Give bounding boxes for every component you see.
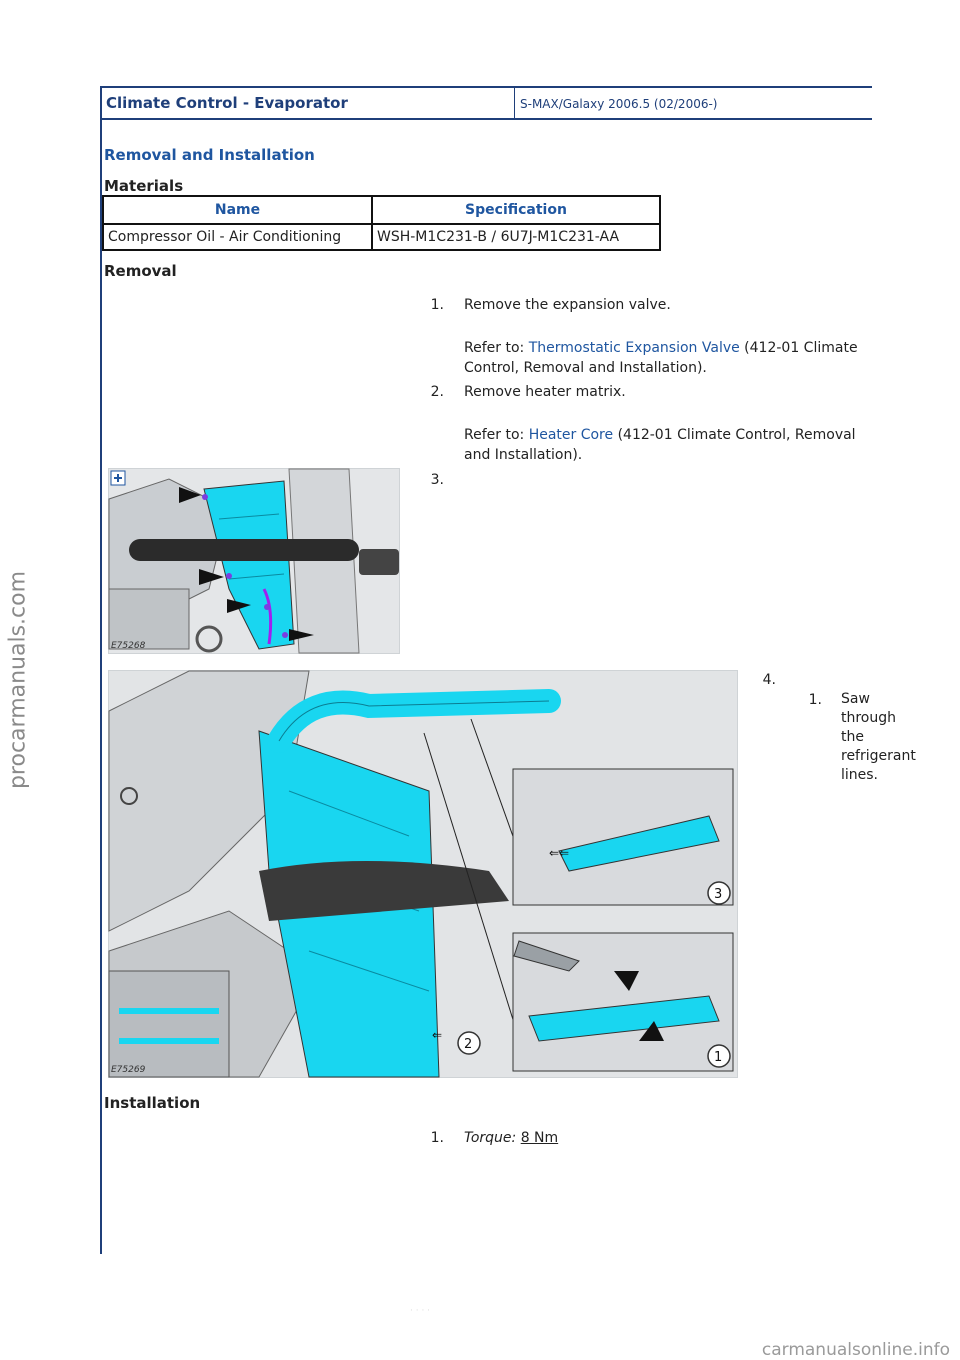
footer-watermark-text: carmanualsonline.info <box>761 1340 950 1360</box>
page-title: Climate Control - Evaporator <box>106 94 348 112</box>
step-text: Remove heater matrix. <box>464 384 626 400</box>
step-number: 4. <box>762 672 776 688</box>
side-watermark <box>0 560 40 800</box>
page-header <box>100 86 872 120</box>
step-number: 1. <box>430 297 444 313</box>
substep-line: the <box>841 729 864 745</box>
figure-e75269 <box>108 670 738 1078</box>
step-text: Remove the expansion valve. <box>464 297 671 313</box>
refer-prefix: Refer to: <box>464 427 529 443</box>
figure-e75268 <box>108 468 400 654</box>
figure-e75269-illustration <box>109 671 737 1077</box>
link-thermostatic-expansion-valve[interactable]: Thermostatic Expansion Valve <box>528 340 740 356</box>
section-title-installation: Installation <box>104 1094 201 1112</box>
table-cell-specification: WSH-M1C231-B / 6U7J-M1C231-AA <box>372 224 660 250</box>
section-title-removal: Removal <box>104 262 177 280</box>
column-header-specification: Specification <box>372 196 660 224</box>
model-label: S-MAX/Galaxy 2006.5 (02/2006-) <box>520 97 718 111</box>
materials-table <box>102 195 661 251</box>
substep-line: Saw <box>841 691 870 707</box>
callout-2: 2 <box>464 1037 473 1052</box>
step-number: 2. <box>430 384 444 400</box>
callout-1: 1 <box>714 1050 723 1065</box>
section-title-materials: Materials <box>104 177 184 195</box>
refer-suffix: (412-01 Climate <box>739 340 858 356</box>
refer-suffix: (412-01 Climate Control, Removal <box>613 427 856 443</box>
header-divider <box>514 88 515 118</box>
svg-text:⇐⇐: ⇐⇐ <box>549 846 570 860</box>
link-heater-core[interactable]: Heater Core <box>528 427 614 443</box>
removal-step-1-reference-line2: Control, Removal and Installation). <box>464 360 707 376</box>
torque-value: 8 Nm <box>520 1130 559 1146</box>
removal-step-1-reference <box>464 338 872 358</box>
substep-line: refrigerant <box>841 748 916 764</box>
step-number: 1. <box>430 1130 444 1146</box>
side-watermark-text: procarmanuals.com <box>5 570 31 790</box>
substep-number: 1. <box>808 692 822 708</box>
figure-e75268-illustration <box>109 469 399 653</box>
figure-label: E75269 <box>111 1065 146 1075</box>
figure-label: E75268 <box>111 641 146 651</box>
table-header-row <box>103 196 660 224</box>
refer-prefix: Refer to: <box>464 340 529 356</box>
callout-3: 3 <box>714 887 723 902</box>
table-cell-name: Compressor Oil - Air Conditioning <box>103 224 372 250</box>
torque-spec <box>464 1128 558 1148</box>
substep-line: lines. <box>841 767 879 783</box>
substep-line: through <box>841 710 897 726</box>
torque-label: Torque: <box>464 1130 517 1146</box>
column-header-name: Name <box>103 196 372 224</box>
footer-watermark <box>0 1340 960 1358</box>
section-title-removal-installation: Removal and Installation <box>104 146 315 164</box>
removal-step-4-substep-text <box>841 690 916 785</box>
removal-step-2-reference <box>464 425 872 445</box>
page-number-faint: · · · · <box>410 1306 431 1316</box>
removal-step-2-reference-line2: and Installation). <box>464 447 583 463</box>
left-rule <box>100 86 102 1254</box>
table-row <box>103 224 660 250</box>
svg-text:⇐: ⇐ <box>432 1028 443 1042</box>
step-number: 3. <box>430 472 444 488</box>
